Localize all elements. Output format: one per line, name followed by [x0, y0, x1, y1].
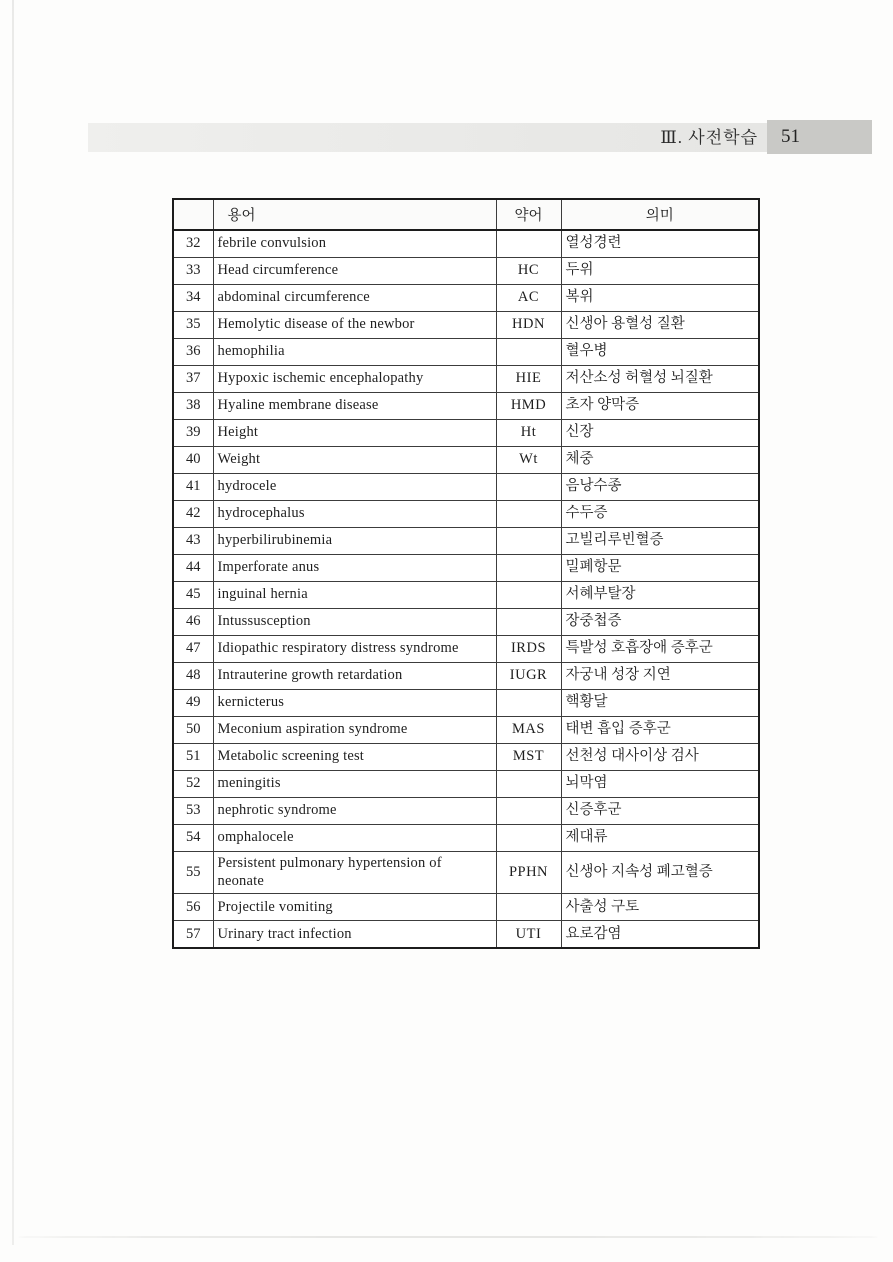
table-row	[173, 365, 759, 392]
row-number-cell: 49	[173, 689, 213, 716]
table-row	[173, 581, 759, 608]
term-cell: Intussusception	[213, 608, 496, 635]
table-row	[173, 851, 759, 894]
table-row	[173, 419, 759, 446]
table-row	[173, 392, 759, 419]
table-row	[173, 473, 759, 500]
row-number-cell: 44	[173, 554, 213, 581]
table-row	[173, 527, 759, 554]
table-row	[173, 338, 759, 365]
table-row	[173, 894, 759, 921]
row-number-cell: 40	[173, 446, 213, 473]
meaning-cell: 자궁내 성장 지연	[561, 662, 759, 689]
term-cell: Metabolic screening test	[213, 743, 496, 770]
meaning-cell: 혈우병	[561, 338, 759, 365]
abbreviation-cell	[496, 689, 561, 716]
abbreviation-cell	[496, 230, 561, 257]
abbreviation-cell	[496, 527, 561, 554]
meaning-cell: 수두증	[561, 500, 759, 527]
abbreviation-cell: MAS	[496, 716, 561, 743]
abbreviation-cell: IRDS	[496, 635, 561, 662]
abbreviation-cell: IUGR	[496, 662, 561, 689]
term-cell: Imperforate anus	[213, 554, 496, 581]
abbreviation-cell: Ht	[496, 419, 561, 446]
abbreviation-cell: UTI	[496, 921, 561, 948]
abbreviation-cell	[496, 824, 561, 851]
abbreviation-cell	[496, 797, 561, 824]
meaning-cell: 선천성 대사이상 검사	[561, 743, 759, 770]
abbreviation-cell: PPHN	[496, 851, 561, 894]
meaning-cell: 신생아 용혈성 질환	[561, 311, 759, 338]
header-row	[173, 199, 759, 230]
table-row	[173, 797, 759, 824]
term-cell: Height	[213, 419, 496, 446]
table-row	[173, 230, 759, 257]
term-cell: nephrotic syndrome	[213, 797, 496, 824]
row-number-cell: 39	[173, 419, 213, 446]
table-row	[173, 446, 759, 473]
abbreviation-cell: HDN	[496, 311, 561, 338]
abbreviation-cell	[496, 770, 561, 797]
table-row	[173, 284, 759, 311]
chapter-title: Ⅲ. 사전학습	[660, 128, 758, 147]
meaning-cell: 특발성 호흡장애 증후군	[561, 635, 759, 662]
table-row	[173, 608, 759, 635]
meaning-cell: 신생아 지속성 폐고혈증	[561, 851, 759, 894]
table-row	[173, 662, 759, 689]
meaning-cell: 고빌리루빈혈증	[561, 527, 759, 554]
chapter-header-band	[88, 123, 768, 152]
term-cell: kernicterus	[213, 689, 496, 716]
row-number-cell: 47	[173, 635, 213, 662]
row-number-cell: 46	[173, 608, 213, 635]
row-number-cell: 57	[173, 921, 213, 948]
meaning-cell: 열성경련	[561, 230, 759, 257]
table-row	[173, 824, 759, 851]
meaning-cell: 서혜부탈장	[561, 581, 759, 608]
row-number-cell: 51	[173, 743, 213, 770]
meaning-cell: 신장	[561, 419, 759, 446]
meaning-cell: 핵황달	[561, 689, 759, 716]
row-number-cell: 45	[173, 581, 213, 608]
term-cell: hydrocephalus	[213, 500, 496, 527]
row-number-cell: 35	[173, 311, 213, 338]
row-number-cell: 50	[173, 716, 213, 743]
term-cell: Hypoxic ischemic encephalopathy	[213, 365, 496, 392]
medical-terms-glossary-table	[172, 198, 760, 949]
meaning-cell: 밀폐항문	[561, 554, 759, 581]
row-number-cell: 53	[173, 797, 213, 824]
row-number-cell: 33	[173, 257, 213, 284]
abbreviation-cell	[496, 473, 561, 500]
page-number: 51	[767, 120, 872, 154]
term-cell: Urinary tract infection	[213, 921, 496, 948]
meaning-cell: 태변 흡입 증후군	[561, 716, 759, 743]
row-number-cell: 32	[173, 230, 213, 257]
table-row	[173, 716, 759, 743]
meaning-cell: 체중	[561, 446, 759, 473]
term-cell: febrile convulsion	[213, 230, 496, 257]
abbreviation-cell	[496, 608, 561, 635]
table-row	[173, 500, 759, 527]
table-row	[173, 257, 759, 284]
row-number-cell: 52	[173, 770, 213, 797]
abbreviation-cell: Wt	[496, 446, 561, 473]
abbreviation-cell	[496, 500, 561, 527]
abbreviation-cell: HIE	[496, 365, 561, 392]
term-cell: Projectile vomiting	[213, 894, 496, 921]
table-row	[173, 635, 759, 662]
row-number-cell: 42	[173, 500, 213, 527]
term-cell: Head circumference	[213, 257, 496, 284]
col-header-term: 용어	[213, 199, 496, 230]
term-cell: hyperbilirubinemia	[213, 527, 496, 554]
meaning-cell: 제대류	[561, 824, 759, 851]
row-number-cell: 34	[173, 284, 213, 311]
col-header-meaning: 의미	[561, 199, 759, 230]
meaning-cell: 뇌막염	[561, 770, 759, 797]
meaning-cell: 요로감염	[561, 921, 759, 948]
abbreviation-cell: HC	[496, 257, 561, 284]
term-cell: abdominal circumference	[213, 284, 496, 311]
table-row	[173, 770, 759, 797]
page-bottom-edge-artifact	[18, 1236, 878, 1238]
term-cell: omphalocele	[213, 824, 496, 851]
term-cell: meningitis	[213, 770, 496, 797]
row-number-cell: 48	[173, 662, 213, 689]
table-row	[173, 311, 759, 338]
meaning-cell: 초자 양막증	[561, 392, 759, 419]
meaning-cell: 복위	[561, 284, 759, 311]
term-cell: Hemolytic disease of the newbor	[213, 311, 496, 338]
row-number-cell: 56	[173, 894, 213, 921]
term-cell: Intrauterine growth retardation	[213, 662, 496, 689]
col-header-number	[173, 199, 213, 230]
row-number-cell: 36	[173, 338, 213, 365]
abbreviation-cell: MST	[496, 743, 561, 770]
term-cell: Weight	[213, 446, 496, 473]
page-left-edge-artifact	[12, 0, 14, 1245]
table-header	[173, 199, 759, 230]
term-cell: Hyaline membrane disease	[213, 392, 496, 419]
table-body	[173, 230, 759, 948]
table-row	[173, 554, 759, 581]
term-cell: Idiopathic respiratory distress syndrome	[213, 635, 496, 662]
abbreviation-cell	[496, 554, 561, 581]
row-number-cell: 41	[173, 473, 213, 500]
meaning-cell: 사출성 구토	[561, 894, 759, 921]
term-cell: inguinal hernia	[213, 581, 496, 608]
meaning-cell: 저산소성 허혈성 뇌질환	[561, 365, 759, 392]
abbreviation-cell	[496, 581, 561, 608]
term-cell: Meconium aspiration syndrome	[213, 716, 496, 743]
table-row	[173, 921, 759, 948]
abbreviation-cell	[496, 894, 561, 921]
meaning-cell: 장중첩증	[561, 608, 759, 635]
table-row	[173, 743, 759, 770]
term-cell: hemophilia	[213, 338, 496, 365]
abbreviation-cell: AC	[496, 284, 561, 311]
row-number-cell: 54	[173, 824, 213, 851]
abbreviation-cell: HMD	[496, 392, 561, 419]
meaning-cell: 두위	[561, 257, 759, 284]
table-row	[173, 689, 759, 716]
row-number-cell: 55	[173, 851, 213, 894]
col-header-abbreviation: 약어	[496, 199, 561, 230]
row-number-cell: 43	[173, 527, 213, 554]
row-number-cell: 37	[173, 365, 213, 392]
abbreviation-cell	[496, 338, 561, 365]
meaning-cell: 음낭수종	[561, 473, 759, 500]
row-number-cell: 38	[173, 392, 213, 419]
term-cell: hydrocele	[213, 473, 496, 500]
term-cell: Persistent pulmonary hypertension of neonate	[213, 851, 496, 894]
meaning-cell: 신증후군	[561, 797, 759, 824]
